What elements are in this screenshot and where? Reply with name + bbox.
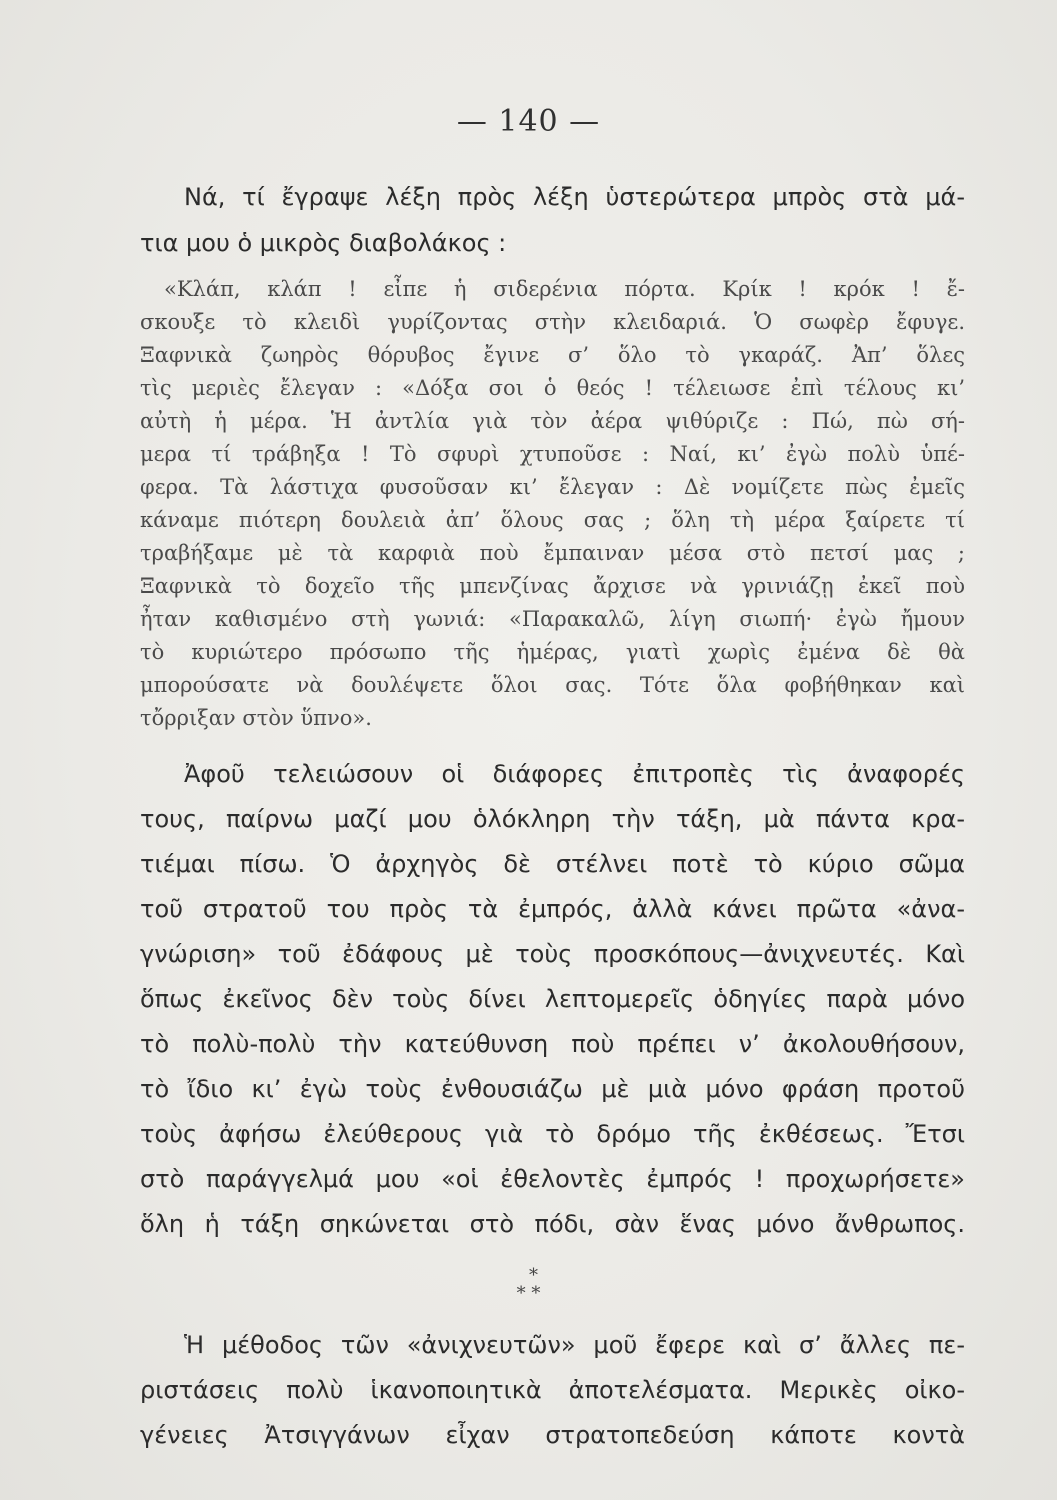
asterism-bottom: * *: [516, 1283, 541, 1304]
quote-line-1: «Κλάπ, κλάπ ! εἶπε ἡ σιδερένια πόρτα. Κρίκ ! κρόκ ! ἔ-: [164, 277, 965, 301]
block3-line-2: ριστάσεις πολὺ ἱκανοποιητικὰ ἀποτελέσματα. Μερικὲς οἰκο-: [140, 1376, 965, 1404]
quote-line-14: τὄρριξαν στὸν ὕπνο».: [140, 706, 372, 730]
block2-line-4: τοῦ στρατοῦ του πρὸς τὰ ἐμπρός, ἀλλὰ κάνει πρῶτα «ἀνα-: [140, 895, 965, 923]
quote-line-5: αὐτὴ ἡ μέρα. Ἡ ἀντλία γιὰ τὸν ἀέρα ψιθύριζε : Πώ, πὼ σή-: [140, 409, 965, 433]
block2-line-7: τὸ πολὺ-πολὺ τὴν κατεύθυνση ποὺ πρέπει ν’ ἀκολουθήσουν,: [140, 1030, 965, 1058]
page-number: — 140 —: [456, 104, 601, 139]
quote-line-9: τραβήξαμε μὲ τὰ καρφιὰ ποὺ ἔμπαιναν μέσα στὸ πετσί μας ;: [140, 541, 965, 565]
quote-line-3: Ξαφνικὰ ζωηρὸς θόρυβος ἔγινε σ’ ὅλο τὸ γκαράζ. Ἀπ’ ὅλες: [140, 343, 965, 367]
asterism-top: *: [529, 1265, 538, 1286]
quote-line-4: τὶς μεριὲς ἔλεγαν : «Δόξα σοι ὁ θεός ! τέλειωσε ἐπὶ τέλους κι’: [140, 376, 965, 400]
block2-line-9: τοὺς ἀφήσω ἐλεύθερους γιὰ τὸ δρόμο τῆς ἐκθέσεως. Ἔτσι: [140, 1120, 965, 1148]
quote-line-10: Ξαφνικὰ τὸ δοχεῖο τῆς μπενζίνας ἄρχισε νὰ γρινιάζῃ ἐκεῖ ποὺ: [140, 574, 965, 598]
block2-line-5: γνώριση» τοῦ ἐδάφους μὲ τοὺς προσκόπους—ἀνιχνευτές. Καὶ: [140, 940, 965, 968]
block2-line-3: τιέμαι πίσω. Ὁ ἀρχηγὸς δὲ στέλνει ποτὲ τὸ κύριο σῶμα: [140, 850, 965, 878]
quote-line-6: μερα τί τράβηξα ! Τὸ σφυρὶ χτυποῦσε : Ναί, κι’ ἐγὼ πολὺ ὑπέ-: [140, 442, 965, 466]
block3-line-3: γένειες Ἀτσιγγάνων εἶχαν στρατοπεδεύση κάποτε κοντὰ: [140, 1421, 965, 1449]
block2-line-6: ὅπως ἐκεῖνος δὲν τοὺς δίνει λεπτομερεῖς ὁδηγίες παρὰ μόνο: [140, 985, 965, 1013]
quote-line-2: σκουξε τὸ κλειδὶ γυρίζοντας στὴν κλειδαριά. Ὁ σωφὲρ ἔφυγε.: [140, 310, 965, 334]
quote-line-8: κάναμε πιότερη δουλειὰ ἀπ’ ὅλους σας ; ὅλη τὴ μέρα ξαίρετε τί: [140, 508, 965, 532]
block2-line-11: ὅλη ἡ τάξη σηκώνεται στὸ πόδι, σὰν ἕνας μόνο ἄνθρωπος.: [140, 1210, 965, 1238]
block3-line-1: Ἡ μέθοδος τῶν «ἀνιχνευτῶν» μοῦ ἔφερε καὶ σ’ ἄλλες πε-: [184, 1331, 965, 1359]
quote-line-13: μπορούσατε νὰ δουλέψετε ὅλοι σας. Τότε ὅλα φοβήθηκαν καὶ: [140, 673, 965, 697]
quote-line-7: φερα. Τὰ λάστιχα φυσοῦσαν κι’ ἔλεγαν : Δὲ νομίζετε πὼς ἐμεῖς: [140, 475, 965, 499]
block1-line-1: Νά, τί ἔγραψε λέξη πρὸς λέξη ὑστερώτερα μπρὸς στὰ μά-: [184, 183, 965, 211]
block2-line-10: στὸ παράγγελμά μου «οἱ ἐθελοντὲς ἐμπρός ! προχωρήσετε»: [140, 1165, 965, 1193]
block2-line-2: τους, παίρνω μαζί μου ὁλόκληρη τὴν τάξη, μὰ πάντα κρα-: [140, 805, 965, 833]
block2-line-1: Ἀφοῦ τελειώσουν οἱ διάφορες ἐπιτροπὲς τὶς ἀναφορές: [184, 760, 965, 788]
block1-line-2: τια μου ὁ μικρὸς διαβολάκος :: [140, 229, 507, 257]
block2-line-8: τὸ ἴδιο κι’ ἐγὼ τοὺς ἐνθουσιάζω μὲ μιὰ μόνο φράση προτοῦ: [140, 1075, 965, 1103]
quote-line-11: ἦταν καθισμένο στὴ γωνιά: «Παρακαλῶ, λίγη σιωπή· ἐγὼ ἤμουν: [140, 607, 965, 631]
quote-line-12: τὸ κυριώτερο πρόσωπο τῆς ἡμέρας, γιατὶ χωρὶς ἐμένα δὲ θὰ: [140, 640, 965, 664]
